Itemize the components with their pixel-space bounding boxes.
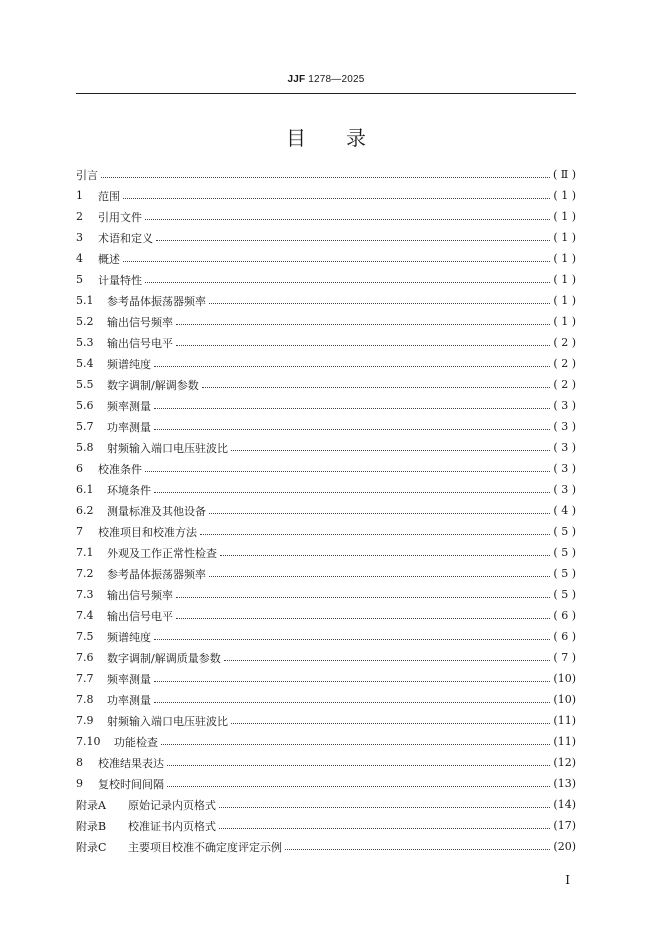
- toc-entry-number: 7.4: [76, 609, 94, 622]
- toc-entry-title: 功率测量: [107, 420, 151, 434]
- toc-leader-dots: [167, 776, 550, 787]
- toc-entry-page: ( 1 ): [553, 252, 576, 265]
- toc-entry-page: ( 6 ): [553, 630, 576, 643]
- toc-leader-dots: [156, 230, 550, 241]
- toc-leader-dots: [154, 692, 550, 703]
- toc-entry-number: 6.1: [76, 483, 94, 496]
- toc-entry-page: ( 1 ): [553, 273, 576, 286]
- toc-leader-dots: [231, 440, 550, 451]
- toc-leader-dots: [154, 629, 550, 640]
- toc-entry-page: ( 1 ): [553, 315, 576, 328]
- toc-leader-dots: [209, 503, 550, 514]
- toc-entry-title: 术语和定义: [98, 231, 153, 245]
- toc-leader-dots: [176, 587, 550, 598]
- toc-entry[interactable]: [76, 605, 576, 626]
- toc-entry-number: 6: [76, 462, 83, 475]
- toc-entry-title: 校准项目和校准方法: [98, 525, 197, 539]
- toc-entry-title: 输出信号频率: [107, 588, 173, 602]
- toc-entry[interactable]: [76, 479, 576, 500]
- toc-entry-number: 1: [76, 189, 83, 202]
- toc-entry[interactable]: [76, 227, 576, 248]
- toc-entry[interactable]: [76, 584, 576, 605]
- toc-leader-dots: [154, 356, 550, 367]
- toc-entry-page: ( 4 ): [553, 504, 576, 517]
- toc-entry-title: 校准结果表达: [98, 756, 164, 770]
- toc-entry-number: 7.9: [76, 714, 94, 727]
- toc-entry[interactable]: [76, 458, 576, 479]
- toc-entry-title: 原始记录内页格式: [128, 798, 216, 812]
- toc-entry[interactable]: [76, 521, 576, 542]
- toc-entry-page: ( 2 ): [553, 378, 576, 391]
- toc-entry[interactable]: [76, 773, 576, 794]
- toc-leader-dots: [101, 167, 550, 178]
- toc-entry-title: 频率测量: [107, 672, 151, 686]
- toc-entry-page: ( 1 ): [553, 294, 576, 307]
- toc-entry-page: ( 3 ): [553, 483, 576, 496]
- toc-leader-dots: [202, 377, 551, 388]
- toc-leader-dots: [145, 461, 550, 472]
- toc-leader-dots: [161, 734, 550, 745]
- toc-entry-number: 7.7: [76, 672, 94, 685]
- toc-entry-page: ( 5 ): [553, 567, 576, 580]
- toc-entry-page: ( 1 ): [553, 210, 576, 223]
- toc-leader-dots: [123, 188, 550, 199]
- toc-leader-dots: [285, 839, 550, 850]
- toc-entry-title: 引用文件: [98, 210, 142, 224]
- toc-entry[interactable]: [76, 164, 576, 185]
- toc-entry-page: ( 3 ): [553, 441, 576, 454]
- toc-entry-title: 功能检查: [114, 735, 158, 749]
- toc-leader-dots: [209, 566, 550, 577]
- toc-entry[interactable]: [76, 626, 576, 647]
- toc-leader-dots: [154, 482, 550, 493]
- toc-entry-page: ( 7 ): [553, 651, 576, 664]
- toc-entry[interactable]: [76, 311, 576, 332]
- toc-leader-dots: [231, 713, 550, 724]
- toc-leader-dots: [145, 209, 550, 220]
- toc-leader-dots: [209, 293, 550, 304]
- toc-entry-title: 数字调制/解调质量参数: [107, 651, 221, 665]
- toc-entry-title: 数字调制/解调参数: [107, 378, 199, 392]
- toc-entry[interactable]: [76, 353, 576, 374]
- toc-entry-number: 附录C: [76, 840, 107, 854]
- toc-entry-number: 5: [76, 273, 83, 286]
- toc-entry-page: (14): [553, 798, 576, 811]
- toc-entry-number: 5.7: [76, 420, 94, 433]
- toc-entry-page: ( 2 ): [553, 357, 576, 370]
- toc-entry-title: 环境条件: [107, 483, 151, 497]
- toc-entry-page: ( Ⅱ ): [552, 168, 576, 181]
- toc-entry-page: ( 6 ): [553, 609, 576, 622]
- toc-entry-number: 7.5: [76, 630, 94, 643]
- toc-entry[interactable]: [76, 815, 576, 836]
- toc-entry-page: ( 1 ): [553, 231, 576, 244]
- toc-entry-number: 5.6: [76, 399, 94, 412]
- toc-leader-dots: [176, 335, 550, 346]
- toc-leader-dots: [220, 545, 550, 556]
- toc-entry-number: 5.3: [76, 336, 94, 349]
- toc-entry-number: 7.6: [76, 651, 94, 664]
- toc-entry-number: 7.10: [76, 735, 101, 748]
- toc-entry-title: 主要项目校准不确定度评定示例: [128, 840, 282, 854]
- toc-leader-dots: [219, 797, 550, 808]
- toc-entry-page: (11): [553, 735, 576, 748]
- toc-entry[interactable]: [76, 836, 576, 857]
- toc-entry-number: 7.3: [76, 588, 94, 601]
- standard-number: 1278—2025: [308, 74, 365, 85]
- toc-entry-title: 输出信号电平: [107, 609, 173, 623]
- toc-entry-title: 射频输入端口电压驻波比: [107, 714, 228, 728]
- toc-entry[interactable]: [76, 563, 576, 584]
- toc-entry-number: 附录A: [76, 798, 106, 812]
- toc-entry[interactable]: [76, 731, 576, 752]
- toc-entry-page: (10): [553, 672, 576, 685]
- toc-leader-dots: [200, 524, 550, 535]
- toc-entry-number: 9: [76, 777, 83, 790]
- toc-entry-page: (13): [553, 777, 576, 790]
- toc-entry-title: 外观及工作正常性检查: [107, 546, 217, 560]
- toc-entry-title: 校准条件: [98, 462, 142, 476]
- toc-entry-number: 7: [76, 525, 83, 538]
- toc-leader-dots: [154, 671, 550, 682]
- toc-leader-dots: [167, 755, 550, 766]
- toc-entry-page: ( 3 ): [553, 420, 576, 433]
- standard-code: JJF: [287, 74, 306, 85]
- toc-entry[interactable]: [76, 248, 576, 269]
- toc-entry[interactable]: [76, 542, 576, 563]
- toc-entry[interactable]: [76, 206, 576, 227]
- toc-entry-title: 计量特性: [98, 273, 142, 287]
- toc-entry[interactable]: [76, 416, 576, 437]
- toc-entry-number: 7.8: [76, 693, 94, 706]
- toc-entry[interactable]: [76, 395, 576, 416]
- toc-entry-title: 射频输入端口电压驻波比: [107, 441, 228, 455]
- toc-entry-page: (20): [553, 840, 576, 853]
- toc-entry-title: 参考晶体振荡器频率: [107, 294, 206, 308]
- toc-entry[interactable]: [76, 269, 576, 290]
- toc-entry-page: ( 2 ): [553, 336, 576, 349]
- page-title: 目录: [286, 126, 406, 150]
- toc-leader-dots: [154, 419, 550, 430]
- toc-entry-page: ( 1 ): [553, 189, 576, 202]
- toc-entry-page: ( 5 ): [553, 546, 576, 559]
- toc-entry[interactable]: [76, 668, 576, 689]
- toc-entry-title: 频率测量: [107, 399, 151, 413]
- toc-entry-number: 7.2: [76, 567, 94, 580]
- toc-entry-page: ( 3 ): [553, 462, 576, 475]
- toc-entry-title: 输出信号电平: [107, 336, 173, 350]
- document-header: [76, 74, 576, 85]
- toc-entry-number: 6.2: [76, 504, 94, 517]
- toc-entry-title: 频谱纯度: [107, 357, 151, 371]
- toc-entry-title: 概述: [98, 252, 120, 266]
- toc-entry[interactable]: [76, 290, 576, 311]
- toc-entry[interactable]: [76, 647, 576, 668]
- toc-entry[interactable]: [76, 752, 576, 773]
- toc-entry-title: 校准证书内页格式: [128, 819, 216, 833]
- toc-leader-dots: [154, 398, 550, 409]
- toc-entry-page: (12): [553, 756, 576, 769]
- toc-entry[interactable]: [76, 794, 576, 815]
- toc-entry-page: (17): [553, 819, 576, 832]
- toc-leader-dots: [224, 650, 551, 661]
- page-number: I: [565, 873, 570, 887]
- toc-entry-title: 引言: [76, 168, 98, 182]
- toc-entry-number: 5.8: [76, 441, 94, 454]
- toc-entry-page: ( 5 ): [553, 588, 576, 601]
- toc-entry[interactable]: [76, 374, 576, 395]
- toc-entry-page: ( 5 ): [553, 525, 576, 538]
- toc-entry-title: 范围: [98, 189, 120, 203]
- toc-entry-title: 输出信号频率: [107, 315, 173, 329]
- toc-entry-title: 参考晶体振荡器频率: [107, 567, 206, 581]
- toc-entry-number: 8: [76, 756, 83, 769]
- toc-leader-dots: [145, 272, 550, 283]
- toc-entry-title: 功率测量: [107, 693, 151, 707]
- toc-leader-dots: [123, 251, 550, 262]
- toc-entry-page: (11): [553, 714, 576, 727]
- toc-entry[interactable]: [76, 689, 576, 710]
- toc-entry[interactable]: [76, 332, 576, 353]
- toc-entry-page: (10): [553, 693, 576, 706]
- toc-entry-title: 测量标准及其他设备: [107, 504, 206, 518]
- header-rule: [76, 93, 576, 94]
- toc-entry-number: 5.2: [76, 315, 94, 328]
- toc-entry[interactable]: [76, 500, 576, 521]
- toc-entry-number: 2: [76, 210, 83, 223]
- toc-leader-dots: [176, 314, 550, 325]
- toc-entry-number: 4: [76, 252, 83, 265]
- toc-entry-number: 3: [76, 231, 83, 244]
- toc-entry-number: 附录B: [76, 819, 107, 833]
- toc-entry[interactable]: [76, 710, 576, 731]
- toc-entry-page: ( 3 ): [553, 399, 576, 412]
- toc-entry[interactable]: [76, 185, 576, 206]
- toc-entry-number: 5.4: [76, 357, 94, 370]
- toc-leader-dots: [176, 608, 550, 619]
- toc-entry-number: 5.5: [76, 378, 94, 391]
- table-of-contents: [76, 164, 576, 857]
- toc-leader-dots: [219, 818, 550, 829]
- toc-entry[interactable]: [76, 437, 576, 458]
- toc-entry-number: 7.1: [76, 546, 94, 559]
- toc-entry-number: 5.1: [76, 294, 94, 307]
- toc-entry-title: 复校时间间隔: [98, 777, 164, 791]
- toc-entry-title: 频谱纯度: [107, 630, 151, 644]
